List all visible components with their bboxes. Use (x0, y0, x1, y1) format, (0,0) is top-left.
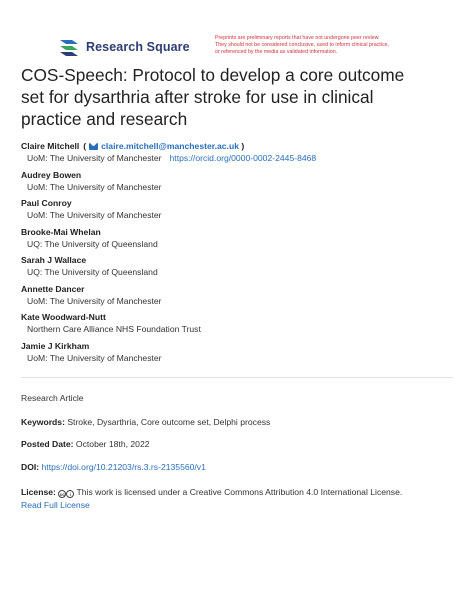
author-affiliation: Northern Care Alliance NHS Foundation Trust (27, 324, 201, 334)
title-line: COS-Speech: Protocol to develop a core outcome (21, 65, 405, 85)
author-affiliation: UoM: The University of Manchester (27, 210, 162, 220)
doi-row (21, 461, 461, 473)
disclaimer-line: Preprints are preliminary reports that have not undergone peer review. (215, 35, 380, 41)
license-row (21, 486, 461, 498)
doi-label: DOI: (21, 462, 40, 472)
disclaimer-line: They should not be considered conclusive, used to inform clinical practice, (215, 42, 390, 48)
title-line: practice and research (21, 109, 188, 129)
keywords-value: Stroke, Dysarthria, Core outcome set, Delphi process (67, 417, 271, 427)
title-line: set for dysarthria after stroke for use in clinical (21, 87, 374, 107)
posted-date-label: Posted Date: (21, 439, 74, 449)
author-name: Annette Dancer (21, 283, 85, 294)
orcid-link[interactable]: https://orcid.org/0000-0002-2445-8468 (169, 153, 317, 163)
read-full-license-link[interactable]: Read Full License (21, 500, 90, 510)
author-affiliation: UoM: The University of Manchester (27, 352, 162, 363)
author-item (21, 283, 461, 312)
keywords-label: Keywords: (21, 417, 65, 427)
author-item (21, 197, 461, 226)
license-label: License: (21, 487, 56, 497)
posted-date-value: October 18th, 2022 (75, 439, 150, 449)
author-affiliation: UQ: The University of Queensland (27, 267, 158, 277)
article-type: Research Article (21, 393, 84, 403)
author-name: Brooke-Mai Whelan (21, 226, 101, 237)
paper-title (21, 64, 461, 130)
author-item (21, 140, 461, 169)
keywords-row (21, 416, 461, 428)
author-affiliation: UoM: The University of Manchester (27, 181, 162, 192)
author-name: Claire Mitchell (21, 141, 80, 151)
author-affiliation: UQ: The University of Queensland (27, 238, 158, 249)
author-name: Audrey Bowen (21, 169, 82, 180)
doi-link[interactable]: https://doi.org/10.21203/rs.3.rs-2135560/v1 (41, 462, 206, 472)
license-text: This work is licensed under a Creative Commons Attribution 4.0 International License. (76, 487, 403, 497)
author-name: Jamie J Kirkham (21, 340, 90, 351)
attribution-icon: i (66, 490, 74, 498)
author-item (21, 169, 461, 198)
creative-commons-icon: cc (59, 492, 65, 497)
author-name: Sarah J Wallace (21, 255, 87, 265)
mail-icon (89, 143, 98, 150)
research-square-logo-icon (58, 38, 80, 56)
author-item (21, 311, 461, 340)
author-affiliation: UoM: The University of Manchester (27, 295, 162, 306)
author-list (21, 140, 461, 368)
preprint-disclaimer (215, 35, 455, 56)
author-email-link[interactable]: claire.mitchell@manchester.ac.uk (101, 141, 239, 151)
posted-date-row (21, 438, 461, 450)
read-full-license-row (21, 499, 461, 511)
author-item (21, 226, 461, 255)
section-divider (21, 377, 453, 378)
research-square-logo[interactable] (58, 38, 190, 56)
header (0, 30, 474, 64)
author-email-group: ( claire.mitchell@manchester.ac.uk ) (83, 141, 245, 151)
author-name: Kate Woodward-Nutt (21, 312, 106, 322)
author-item (21, 340, 461, 369)
brand-name: Research Square (86, 40, 190, 54)
disclaimer-line: or referenced by the media as validated information. (215, 49, 338, 55)
author-name: Paul Conroy (21, 198, 72, 208)
author-affiliation: UoM: The University of Manchester (27, 153, 162, 163)
author-item (21, 254, 461, 283)
